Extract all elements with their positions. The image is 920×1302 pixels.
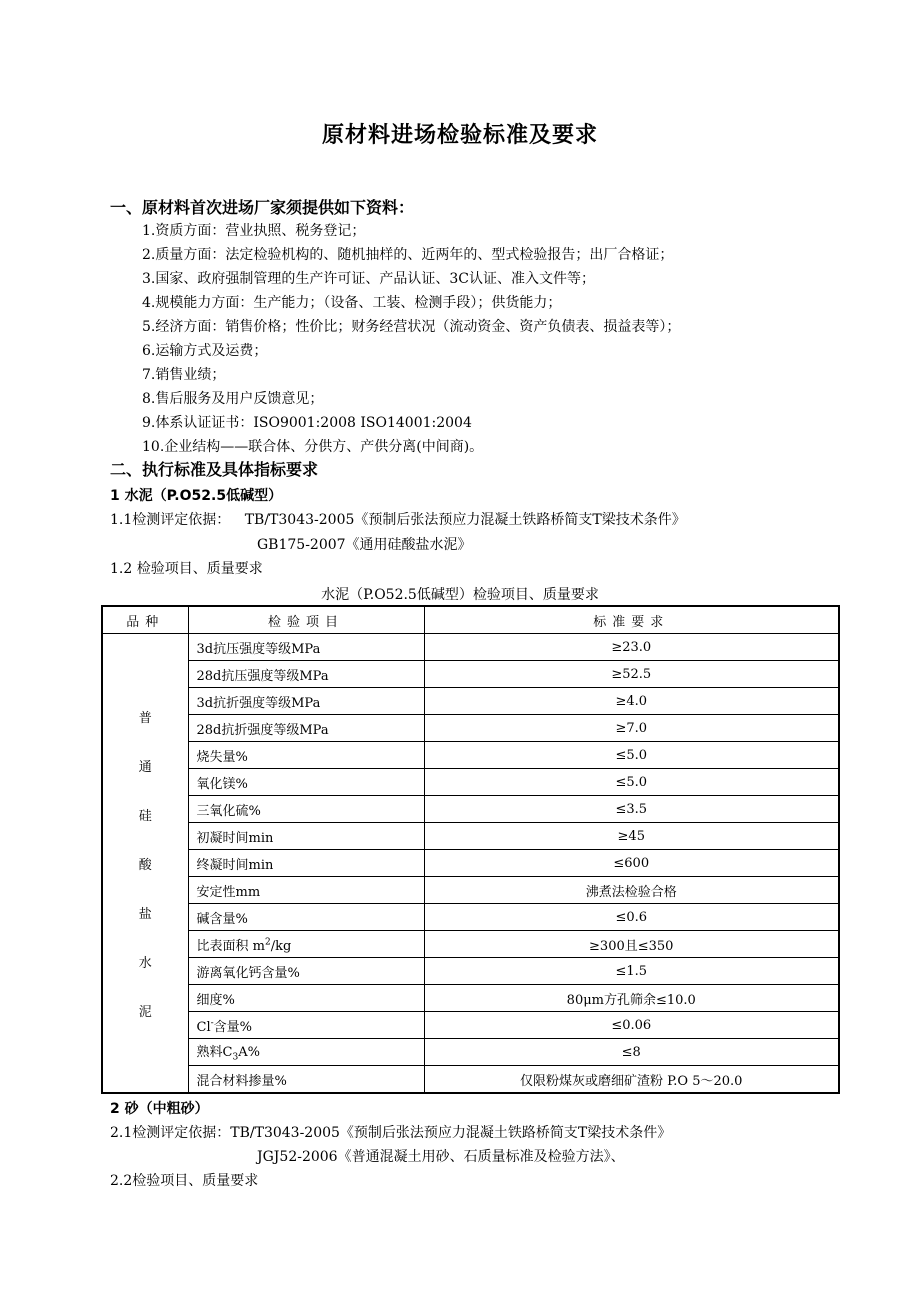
table-row (102, 904, 839, 931)
test-item: 3d抗折强度等级MPa (188, 688, 424, 715)
requirement: ≥4.0 (424, 688, 839, 715)
header-test-item: 检验项目 (188, 606, 424, 634)
cement-basis-std-2: GB175-2007《通用硅酸盐水泥》 (257, 537, 472, 553)
cement-basis-prefix: 1.1检测评定依据： (110, 512, 231, 528)
table-row (102, 1039, 839, 1066)
sand-items-label: 2.2检验项目、质量要求 (110, 1173, 259, 1189)
table-row (102, 661, 839, 688)
requirement: ≤0.6 (424, 904, 839, 931)
table-row (102, 688, 839, 715)
sand-basis-line-1: 2.1检测评定依据：TB/T3043-2005《预制后张法预应力混凝土铁路桥简支T梁技术条件》 (110, 1125, 672, 1141)
table-row (102, 796, 839, 823)
test-item: 比表面积 $m^2/kg$ (188, 931, 424, 958)
table-row (102, 715, 839, 742)
cement-spec-table (101, 605, 840, 1094)
test-item: 烧失量% (188, 742, 424, 769)
section1-item-2: 2.质量方面：法定检验机构的、随机抽样的、近两年的、型式检验报告；出厂合格证； (142, 247, 674, 263)
requirement: ≤3.5 (424, 796, 839, 823)
test-item: 初凝时间min (188, 823, 424, 850)
requirement: ≥300且≤350 (424, 931, 839, 958)
requirement: 沸煮法检验合格 (424, 877, 839, 904)
variety-char: 盐 (138, 906, 152, 922)
table-row (102, 931, 839, 958)
test-item: 安定性mm (188, 877, 424, 904)
test-item: 游离氧化钙含量% (188, 958, 424, 985)
requirement: ≤0.06 (424, 1012, 839, 1039)
requirement: 80μm方孔筛余≤10.0 (424, 985, 839, 1012)
table-row (102, 742, 839, 769)
test-item: 氧化镁% (188, 769, 424, 796)
test-item: 熟料$C_3A\%$ (188, 1039, 424, 1066)
section1-item-3: 3.国家、政府强制管理的生产许可证、产品认证、3C认证、准入文件等； (142, 271, 595, 287)
requirement: 仅限粉煤灰或磨细矿渣粉 P.O 5～20.0 (424, 1066, 839, 1094)
requirement: ≥52.5 (424, 661, 839, 688)
section1-item-7: 7.销售业绩； (142, 367, 226, 383)
header-requirement: 标准要求 (424, 606, 839, 634)
cement-heading: 1 水泥（P.O52.5低碱型） (110, 488, 283, 504)
table-row (102, 1066, 839, 1094)
table-row (102, 634, 839, 661)
variety-char: 通 (138, 759, 152, 775)
variety-cell (102, 634, 188, 1094)
requirement: ≥45 (424, 823, 839, 850)
test-item: 终凝时间min (188, 850, 424, 877)
test-item: 混合材料掺量% (188, 1066, 424, 1094)
test-item: 3d抗压强度等级MPa (188, 634, 424, 661)
section1-item-8: 8.售后服务及用户反馈意见； (142, 391, 324, 407)
section1-item-1: 1.资质方面：营业执照、税务登记； (142, 223, 366, 239)
section1-item-6: 6.运输方式及运费； (142, 343, 268, 359)
requirement: ≥7.0 (424, 715, 839, 742)
test-item: Cl-含量% (188, 1012, 424, 1039)
variety-char: 泥 (138, 1004, 152, 1020)
requirement: ≤8 (424, 1039, 839, 1066)
table-row (102, 823, 839, 850)
section1-item-9: 9.体系认证证书：ISO9001:2008 ISO14001:2004 (142, 415, 472, 431)
table-row (102, 850, 839, 877)
cement-items-label: 1.2 检验项目、质量要求 (110, 561, 263, 577)
table-row (102, 769, 839, 796)
requirement: ≤5.0 (424, 742, 839, 769)
variety-char: 普 (138, 710, 152, 726)
requirement: ≤1.5 (424, 958, 839, 985)
table-row (102, 877, 839, 904)
requirement: ≤5.0 (424, 769, 839, 796)
test-item: 28d抗折强度等级MPa (188, 715, 424, 742)
section1-item-4: 4.规模能力方面：生产能力；（设备、工装、检测手段）；供货能力； (142, 295, 562, 311)
header-variety: 品种 (102, 606, 188, 634)
requirement: ≥23.0 (424, 634, 839, 661)
table-row (102, 985, 839, 1012)
section1-item-10: 10.企业结构——联合体、分供方、产供分离(中间商)。 (142, 439, 484, 455)
cement-basis-std-1: TB/T3043-2005《预制后张法预应力混凝土铁路桥简支T梁技术条件》 (244, 512, 686, 528)
table-header-row (102, 606, 839, 634)
variety-char: 水 (138, 955, 152, 971)
test-item: 细度% (188, 985, 424, 1012)
table-row (102, 1012, 839, 1039)
section1-heading: 一、原材料首次进场厂家须提供如下资料： (110, 198, 415, 217)
section2-heading: 二、执行标准及具体指标要求 (110, 460, 319, 479)
sand-basis-line-2: JGJ52-2006《普通混凝土用砂、石质量标准及检验方法》、 (257, 1149, 625, 1165)
variety-char: 硅 (138, 808, 152, 824)
cement-table-caption: 水泥（P.O52.5低碱型）检验项目、质量要求 (321, 587, 599, 603)
cement-basis-line-1 (110, 511, 686, 529)
variety-char: 酸 (138, 857, 152, 873)
section1-item-5: 5.经济方面：销售价格；性价比；财务经营状况（流动资金、资产负债表、损益表等）； (142, 319, 681, 335)
page-title: 原材料进场检验标准及要求 (321, 123, 598, 148)
table-row (102, 958, 839, 985)
sand-heading: 2 砂（中粗砂） (110, 1101, 209, 1117)
test-item: 碱含量% (188, 904, 424, 931)
test-item: 28d抗压强度等级MPa (188, 661, 424, 688)
requirement: ≤600 (424, 850, 839, 877)
test-item: 三氧化硫% (188, 796, 424, 823)
